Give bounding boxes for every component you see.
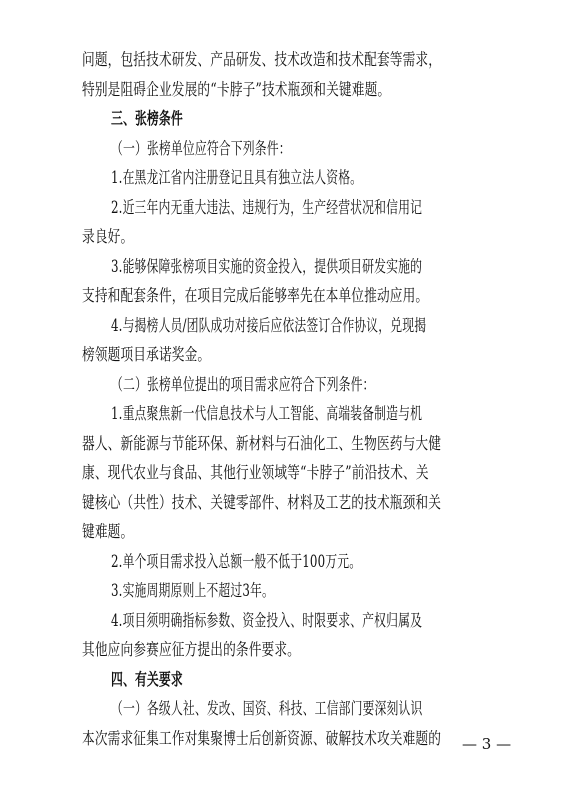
paragraph-line: 康、现代农业与食品、其他行业领域等“卡脖子”前沿技术、关	[82, 463, 429, 482]
list-item: 3.实施周期原则上不超过3年。	[111, 581, 275, 600]
list-item: 2.近三年内无重大违法、违规行为，生产经营状况和信用记	[111, 198, 423, 217]
subsection-heading: （一）张榜单位应符合下列条件：	[111, 139, 291, 158]
section-heading: 四、有关要求	[111, 670, 183, 689]
paragraph-line: 本次需求征集工作对集聚博士后创新资源、破解技术攻关难题的	[82, 729, 442, 748]
list-item: 1.重点聚焦新一代信息技术与人工智能、高端装备制造与机	[111, 404, 423, 423]
paragraph-line: 其他应向参赛应征方提出的条件要求。	[82, 640, 301, 659]
list-item: 4.项目须明确指标参数、资金投入、时限要求、产权归属及	[111, 611, 423, 630]
section-heading: 三、张榜条件	[111, 109, 183, 128]
paragraph-line: 支持和配套条件，在项目完成后能够率先在本单位推动应用。	[82, 286, 429, 305]
list-item: 1.在黑龙江省内注册登记且具有独立法人资格。	[111, 168, 363, 187]
page-number: — 3 —	[462, 735, 512, 753]
paragraph-line: 特别是阻碍企业发展的“卡脖子”技术瓶颈和关键难题。	[82, 80, 391, 99]
paragraph-line: 榜领题项目承诺奖金。	[82, 345, 211, 364]
paragraph-line: 键核心（共性）技术、关键零部件、材料及工艺的技术瓶颈和关	[82, 493, 442, 512]
list-item: 3.能够保障张榜项目实施的资金投入，提供项目研发实施的	[111, 257, 423, 276]
paragraph-line: 键难题。	[82, 522, 134, 541]
subsection-heading: （二）张榜单位提出的项目需求应符合下列条件：	[111, 375, 375, 394]
list-item: 4.与揭榜人员/团队成功对接后应依法签订合作协议，兑现揭	[111, 316, 427, 335]
list-item: 2.单个项目需求投入总额一般不低于100万元。	[111, 552, 362, 571]
subsection-heading: （一）各级人社、发改、国资、科技、工信部门要深刻认识	[111, 699, 423, 718]
paragraph-line: 问题，包括技术研发、产品研发、技术改造和技术配套等需求，	[82, 50, 442, 69]
paragraph-line: 录良好。	[82, 227, 134, 246]
paragraph-line: 器人、新能源与节能环保、新材料与石油化工、生物医药与大健	[82, 434, 442, 453]
